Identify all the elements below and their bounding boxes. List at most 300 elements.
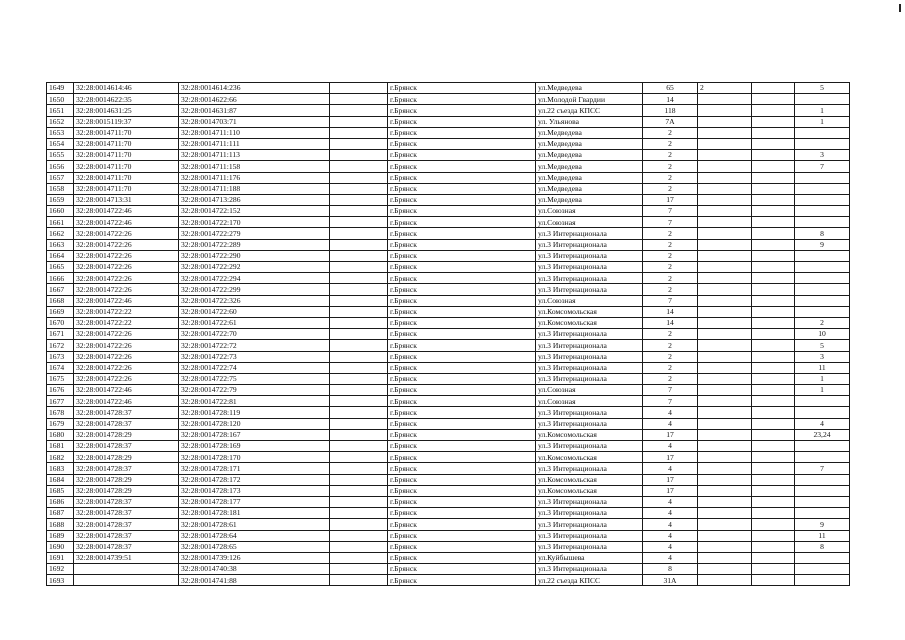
cell-city: г.Брянск [388, 351, 536, 362]
cell-house-number: 4 [643, 552, 698, 563]
cell-street: ул.Медведева [536, 138, 643, 149]
table-row [47, 362, 850, 373]
cell-blank-cell [330, 340, 388, 351]
cell-street: ул.Медведева [536, 150, 643, 161]
cell-blank-cell [330, 552, 388, 563]
cell-source-cadastral-number: 32:28:0014722:26 [74, 250, 179, 261]
table-row [47, 250, 850, 261]
table-row [47, 340, 850, 351]
table-row [47, 329, 850, 340]
cell-city: г.Брянск [388, 496, 536, 507]
cell-source-cadastral-number: 32:28:0014711:70 [74, 161, 179, 172]
table-row [47, 429, 850, 440]
cell-row-number: 1649 [47, 83, 74, 94]
cell-extra-cell [752, 183, 795, 194]
cell-cadastral-number: 32:28:0014711:110 [179, 127, 330, 138]
cell-apartment-number: 2 [795, 317, 850, 328]
cell-apartment-number [795, 508, 850, 519]
cell-source-cadastral-number: 32:28:0014711:70 [74, 150, 179, 161]
table-row [47, 317, 850, 328]
cell-house-number: 2 [643, 250, 698, 261]
cell-house-number: 7 [643, 396, 698, 407]
cell-house-number: 4 [643, 496, 698, 507]
cell-building-number [698, 273, 752, 284]
cell-building-number [698, 262, 752, 273]
cell-blank-cell [330, 496, 388, 507]
cell-blank-cell [330, 161, 388, 172]
cell-apartment-number [795, 194, 850, 205]
cell-source-cadastral-number: 32:28:0014631:25 [74, 105, 179, 116]
cell-blank-cell [330, 508, 388, 519]
cell-cadastral-number: 32:28:0014728:169 [179, 441, 330, 452]
cell-source-cadastral-number: 32:28:0014722:26 [74, 228, 179, 239]
cell-house-number: 7 [643, 385, 698, 396]
cell-blank-cell [330, 127, 388, 138]
cell-source-cadastral-number: 32:28:0014739:51 [74, 552, 179, 563]
cell-cadastral-number: 32:28:0014722:290 [179, 250, 330, 261]
cell-city: г.Брянск [388, 552, 536, 563]
cell-row-number: 1653 [47, 127, 74, 138]
cell-cadastral-number: 32:28:0014711:188 [179, 183, 330, 194]
cell-extra-cell [752, 295, 795, 306]
cell-row-number: 1686 [47, 496, 74, 507]
cell-city: г.Брянск [388, 239, 536, 250]
cell-street: ул.3 Интернационала [536, 340, 643, 351]
cell-row-number: 1661 [47, 217, 74, 228]
cell-apartment-number: 5 [795, 83, 850, 94]
cell-building-number [698, 407, 752, 418]
cell-row-number: 1690 [47, 541, 74, 552]
cell-source-cadastral-number: 32:28:0014728:37 [74, 441, 179, 452]
cell-house-number: 2 [643, 228, 698, 239]
cell-row-number: 1666 [47, 273, 74, 284]
table-row [47, 217, 850, 228]
cell-extra-cell [752, 329, 795, 340]
cell-street: ул.3 Интернационала [536, 373, 643, 384]
cell-city: г.Брянск [388, 474, 536, 485]
cell-street: ул.3 Интернационала [536, 418, 643, 429]
cell-cadastral-number: 32:28:0014722:73 [179, 351, 330, 362]
cell-street: ул.3 Интернационала [536, 407, 643, 418]
cell-source-cadastral-number: 32:28:0014722:46 [74, 396, 179, 407]
cell-row-number: 1656 [47, 161, 74, 172]
cell-apartment-number [795, 284, 850, 295]
cell-cadastral-number: 32:28:0014740:38 [179, 564, 330, 575]
cell-building-number [698, 496, 752, 507]
cell-city: г.Брянск [388, 441, 536, 452]
cell-building-number [698, 306, 752, 317]
cell-source-cadastral-number: 32:28:0014722:46 [74, 217, 179, 228]
table-row [47, 206, 850, 217]
cell-cadastral-number: 32:28:0014728:171 [179, 463, 330, 474]
cell-building-number [698, 295, 752, 306]
cell-building-number [698, 485, 752, 496]
cell-source-cadastral-number: 32:28:0014722:46 [74, 295, 179, 306]
cell-city: г.Брянск [388, 250, 536, 261]
cell-blank-cell [330, 116, 388, 127]
cell-house-number: 4 [643, 508, 698, 519]
cell-blank-cell [330, 105, 388, 116]
cell-building-number [698, 508, 752, 519]
cell-row-number: 1667 [47, 284, 74, 295]
cell-blank-cell [330, 564, 388, 575]
cell-city: г.Брянск [388, 116, 536, 127]
cell-city: г.Брянск [388, 262, 536, 273]
cell-city: г.Брянск [388, 564, 536, 575]
cell-row-number: 1689 [47, 530, 74, 541]
cell-house-number: 2 [643, 284, 698, 295]
cell-cadastral-number: 32:28:0014722:152 [179, 206, 330, 217]
cell-blank-cell [330, 452, 388, 463]
cell-street: ул.Медведева [536, 183, 643, 194]
page-edge-mark [899, 4, 901, 12]
cell-house-number: 118 [643, 105, 698, 116]
cell-source-cadastral-number: 32:28:0014728:37 [74, 418, 179, 429]
cell-cadastral-number: 32:28:0014728:181 [179, 508, 330, 519]
cell-city: г.Брянск [388, 150, 536, 161]
table-row [47, 474, 850, 485]
table-row [47, 452, 850, 463]
cell-blank-cell [330, 228, 388, 239]
cell-row-number: 1679 [47, 418, 74, 429]
cell-source-cadastral-number: 32:28:0014722:26 [74, 329, 179, 340]
cell-extra-cell [752, 373, 795, 384]
table-row [47, 564, 850, 575]
cell-row-number: 1687 [47, 508, 74, 519]
table-row [47, 441, 850, 452]
cell-cadastral-number: 32:28:0014722:289 [179, 239, 330, 250]
cell-street: ул.Союзная [536, 295, 643, 306]
cell-row-number: 1660 [47, 206, 74, 217]
cell-row-number: 1657 [47, 172, 74, 183]
cell-building-number [698, 441, 752, 452]
cell-blank-cell [330, 519, 388, 530]
cell-row-number: 1659 [47, 194, 74, 205]
cell-extra-cell [752, 317, 795, 328]
cell-extra-cell [752, 496, 795, 507]
table-row [47, 552, 850, 563]
cell-building-number [698, 317, 752, 328]
cell-street: ул.3 Интернационала [536, 239, 643, 250]
cell-blank-cell [330, 239, 388, 250]
cell-source-cadastral-number: 32:28:0014711:70 [74, 138, 179, 149]
cell-city: г.Брянск [388, 385, 536, 396]
cell-row-number: 1651 [47, 105, 74, 116]
cell-city: г.Брянск [388, 452, 536, 463]
cell-building-number [698, 541, 752, 552]
cell-blank-cell [330, 206, 388, 217]
table-row [47, 273, 850, 284]
cell-city: г.Брянск [388, 373, 536, 384]
table-row [47, 239, 850, 250]
cell-blank-cell [330, 418, 388, 429]
cell-extra-cell [752, 284, 795, 295]
cell-extra-cell [752, 474, 795, 485]
cell-house-number: 4 [643, 441, 698, 452]
cell-house-number: 7А [643, 116, 698, 127]
cell-cadastral-number: 32:28:0014703:71 [179, 116, 330, 127]
cell-house-number: 4 [643, 463, 698, 474]
cell-blank-cell [330, 172, 388, 183]
cell-blank-cell [330, 575, 388, 586]
cell-apartment-number [795, 262, 850, 273]
cell-source-cadastral-number: 32:28:0014722:46 [74, 206, 179, 217]
cell-row-number: 1662 [47, 228, 74, 239]
cell-city: г.Брянск [388, 194, 536, 205]
cell-house-number: 14 [643, 94, 698, 105]
table-row [47, 373, 850, 384]
cell-extra-cell [752, 564, 795, 575]
cell-extra-cell [752, 530, 795, 541]
cell-blank-cell [330, 362, 388, 373]
cell-street: ул.Медведева [536, 172, 643, 183]
cell-blank-cell [330, 351, 388, 362]
cell-source-cadastral-number: 32:28:0014728:37 [74, 508, 179, 519]
table-row [47, 519, 850, 530]
cell-street: ул.3 Интернационала [536, 564, 643, 575]
cell-row-number: 1669 [47, 306, 74, 317]
cell-city: г.Брянск [388, 172, 536, 183]
cell-building-number [698, 284, 752, 295]
cell-city: г.Брянск [388, 530, 536, 541]
cell-extra-cell [752, 485, 795, 496]
cell-blank-cell [330, 396, 388, 407]
cell-apartment-number [795, 441, 850, 452]
cell-house-number: 17 [643, 194, 698, 205]
cell-cadastral-number: 32:28:0014711:113 [179, 150, 330, 161]
table-row [47, 351, 850, 362]
cell-city: г.Брянск [388, 340, 536, 351]
cell-cadastral-number: 32:28:0014614:236 [179, 83, 330, 94]
cell-building-number [698, 519, 752, 530]
cell-source-cadastral-number: 32:28:0014728:37 [74, 463, 179, 474]
cell-source-cadastral-number: 32:28:0014722:26 [74, 340, 179, 351]
cell-building-number [698, 329, 752, 340]
cell-blank-cell [330, 262, 388, 273]
cell-row-number: 1677 [47, 396, 74, 407]
cell-house-number: 7 [643, 217, 698, 228]
cell-cadastral-number: 32:28:0014722:326 [179, 295, 330, 306]
cell-apartment-number: 8 [795, 228, 850, 239]
cell-apartment-number: 23,24 [795, 429, 850, 440]
cell-city: г.Брянск [388, 161, 536, 172]
cell-blank-cell [330, 329, 388, 340]
cell-street: ул.3 Интернационала [536, 284, 643, 295]
cell-row-number: 1685 [47, 485, 74, 496]
cell-source-cadastral-number: 32:28:0014711:70 [74, 183, 179, 194]
cell-street: ул.3 Интернационала [536, 273, 643, 284]
cell-apartment-number: 1 [795, 116, 850, 127]
cell-house-number: 4 [643, 418, 698, 429]
cell-row-number: 1680 [47, 429, 74, 440]
cell-source-cadastral-number: 32:28:0014722:26 [74, 239, 179, 250]
table-row [47, 262, 850, 273]
table-row [47, 485, 850, 496]
cell-row-number: 1675 [47, 373, 74, 384]
cell-street: ул.3 Интернационала [536, 541, 643, 552]
cell-street: ул.Союзная [536, 217, 643, 228]
cell-building-number [698, 183, 752, 194]
cell-apartment-number [795, 206, 850, 217]
cell-blank-cell [330, 284, 388, 295]
cell-row-number: 1668 [47, 295, 74, 306]
cell-street: ул.3 Интернационала [536, 362, 643, 373]
cell-cadastral-number: 32:28:0014728:65 [179, 541, 330, 552]
cell-building-number [698, 340, 752, 351]
table-row [47, 194, 850, 205]
cell-cadastral-number: 32:28:0014728:119 [179, 407, 330, 418]
table-row [47, 396, 850, 407]
cell-apartment-number [795, 552, 850, 563]
cell-street: ул.3 Интернационала [536, 496, 643, 507]
cell-source-cadastral-number: 32:28:0015119:37 [74, 116, 179, 127]
cell-cadastral-number: 32:28:0014722:170 [179, 217, 330, 228]
cell-extra-cell [752, 217, 795, 228]
cell-house-number: 2 [643, 373, 698, 384]
cell-building-number [698, 127, 752, 138]
cell-city: г.Брянск [388, 463, 536, 474]
cell-building-number [698, 138, 752, 149]
cell-row-number: 1693 [47, 575, 74, 586]
cell-source-cadastral-number: 32:28:0014722:26 [74, 351, 179, 362]
cell-building-number [698, 250, 752, 261]
cell-city: г.Брянск [388, 508, 536, 519]
cell-extra-cell [752, 508, 795, 519]
cell-extra-cell [752, 575, 795, 586]
cell-house-number: 14 [643, 317, 698, 328]
cell-apartment-number [795, 273, 850, 284]
cell-source-cadastral-number: 32:28:0014622:35 [74, 94, 179, 105]
cell-apartment-number: 1 [795, 105, 850, 116]
cell-extra-cell [752, 116, 795, 127]
cell-house-number: 2 [643, 172, 698, 183]
cell-extra-cell [752, 94, 795, 105]
cell-source-cadastral-number: 32:28:0014713:31 [74, 194, 179, 205]
cell-house-number: 2 [643, 351, 698, 362]
cell-city: г.Брянск [388, 575, 536, 586]
cell-building-number [698, 429, 752, 440]
cell-city: г.Брянск [388, 284, 536, 295]
cell-street: ул.Медведева [536, 194, 643, 205]
cell-building-number [698, 463, 752, 474]
table-row [47, 418, 850, 429]
cell-source-cadastral-number: 32:28:0014728:37 [74, 530, 179, 541]
cell-extra-cell [752, 206, 795, 217]
cell-source-cadastral-number: 32:28:0014722:46 [74, 385, 179, 396]
cell-extra-cell [752, 340, 795, 351]
cell-blank-cell [330, 407, 388, 418]
cell-house-number: 14 [643, 306, 698, 317]
cell-apartment-number: 3 [795, 351, 850, 362]
cell-row-number: 1670 [47, 317, 74, 328]
cell-house-number: 17 [643, 452, 698, 463]
cell-building-number [698, 396, 752, 407]
cell-apartment-number [795, 138, 850, 149]
cell-apartment-number: 3 [795, 150, 850, 161]
cell-street: ул.Комсомольская [536, 317, 643, 328]
cell-apartment-number [795, 564, 850, 575]
cell-source-cadastral-number: 32:28:0014728:37 [74, 519, 179, 530]
cell-building-number [698, 239, 752, 250]
cell-building-number [698, 172, 752, 183]
cell-house-number: 2 [643, 262, 698, 273]
cell-street: ул.3 Интернационала [536, 530, 643, 541]
cell-apartment-number [795, 183, 850, 194]
table-row [47, 385, 850, 396]
cell-cadastral-number: 32:28:0014728:170 [179, 452, 330, 463]
cell-house-number: 2 [643, 161, 698, 172]
cell-house-number: 4 [643, 530, 698, 541]
cell-cadastral-number: 32:28:0014722:81 [179, 396, 330, 407]
cell-source-cadastral-number: 32:28:0014722:26 [74, 284, 179, 295]
cell-blank-cell [330, 306, 388, 317]
cell-building-number [698, 94, 752, 105]
table-row [47, 183, 850, 194]
cell-street: ул.Комсомольская [536, 306, 643, 317]
cell-building-number [698, 452, 752, 463]
cell-apartment-number: 7 [795, 161, 850, 172]
cell-city: г.Брянск [388, 217, 536, 228]
cell-city: г.Брянск [388, 407, 536, 418]
cell-source-cadastral-number: 32:28:0014728:37 [74, 407, 179, 418]
cell-extra-cell [752, 105, 795, 116]
table-row [47, 83, 850, 94]
cell-house-number: 2 [643, 138, 698, 149]
register-table-body [47, 83, 850, 586]
cell-blank-cell [330, 317, 388, 328]
cell-source-cadastral-number: 32:28:0014728:29 [74, 474, 179, 485]
cell-extra-cell [752, 552, 795, 563]
cell-cadastral-number: 32:28:0014722:72 [179, 340, 330, 351]
cell-street: ул.3 Интернационала [536, 351, 643, 362]
cell-row-number: 1682 [47, 452, 74, 463]
cell-house-number: 17 [643, 474, 698, 485]
cell-row-number: 1678 [47, 407, 74, 418]
cell-source-cadastral-number: 32:28:0014614:46 [74, 83, 179, 94]
cell-extra-cell [752, 429, 795, 440]
cell-extra-cell [752, 541, 795, 552]
cell-house-number: 17 [643, 429, 698, 440]
cell-city: г.Брянск [388, 418, 536, 429]
table-row [47, 284, 850, 295]
cell-extra-cell [752, 273, 795, 284]
cell-row-number: 1674 [47, 362, 74, 373]
cell-row-number: 1691 [47, 552, 74, 563]
cell-street: ул.Комсомольская [536, 452, 643, 463]
cell-source-cadastral-number: 32:28:0014722:26 [74, 262, 179, 273]
cell-blank-cell [330, 530, 388, 541]
cell-apartment-number: 10 [795, 329, 850, 340]
cell-source-cadastral-number: 32:28:0014728:29 [74, 429, 179, 440]
cell-apartment-number [795, 474, 850, 485]
cell-blank-cell [330, 250, 388, 261]
cell-extra-cell [752, 138, 795, 149]
cell-source-cadastral-number: 32:28:0014711:70 [74, 172, 179, 183]
table-row [47, 407, 850, 418]
cell-row-number: 1658 [47, 183, 74, 194]
cell-apartment-number [795, 172, 850, 183]
cell-building-number [698, 474, 752, 485]
cell-blank-cell [330, 429, 388, 440]
cell-house-number: 2 [643, 340, 698, 351]
cell-building-number [698, 575, 752, 586]
cell-blank-cell [330, 183, 388, 194]
table-row [47, 295, 850, 306]
table-row [47, 138, 850, 149]
cell-house-number: 31А [643, 575, 698, 586]
cell-row-number: 1665 [47, 262, 74, 273]
table-row [47, 496, 850, 507]
